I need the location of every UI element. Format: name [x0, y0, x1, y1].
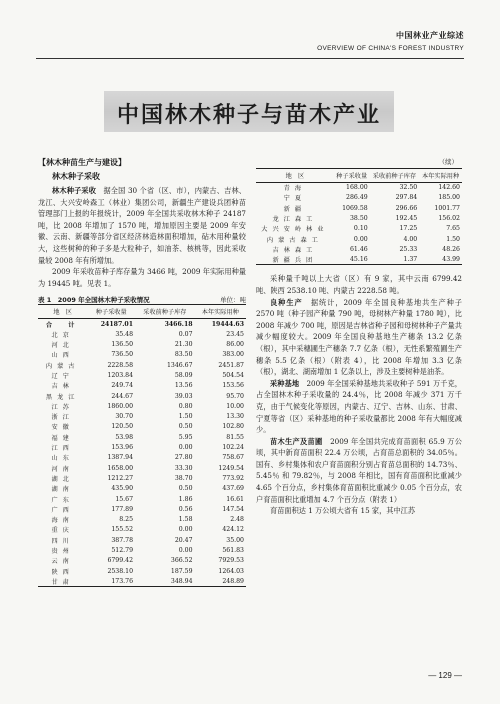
table-cell-region: 吉林森工 — [272, 246, 318, 254]
table-cell-value: 20.47 — [174, 536, 193, 544]
table-cell-value: 32.50 — [399, 184, 418, 192]
header-column-cn: 中国林业产业综述 — [396, 31, 464, 40]
table-cell-value: 5.95 — [178, 433, 193, 441]
table-cell-region: 贵州 — [51, 548, 74, 556]
table-cell-value: 6799.42 — [107, 557, 134, 565]
table-row — [256, 213, 462, 223]
table-cell-value: 1069.58 — [342, 204, 368, 212]
table-cell-region: 北京 — [51, 331, 74, 339]
table-row — [38, 556, 246, 566]
subhead-seed-collection: 林木种子采收 — [52, 172, 100, 181]
table-cell-region: 山西 — [51, 352, 74, 360]
table-cell-region: 黑龙江 — [45, 393, 80, 401]
table-cell-value: 156.02 — [438, 215, 460, 223]
table-row — [38, 453, 246, 463]
table-cell-value: 3466.18 — [164, 320, 193, 328]
table-cell-value: 177.89 — [111, 505, 134, 513]
table-row — [38, 576, 246, 586]
table-cell-region: 湖北 — [51, 475, 74, 483]
table-cell-region: 合 计 — [45, 321, 80, 329]
seed-table-1-continued — [256, 168, 462, 265]
table-cell-value: 0.00 — [353, 235, 368, 243]
col-region: 地 区 — [38, 305, 87, 319]
table-cell-value: 15.67 — [115, 495, 134, 503]
table-row — [38, 545, 246, 555]
table-cell-value: 758.67 — [222, 454, 244, 462]
table-cell-value: 86.00 — [226, 341, 244, 349]
table-cell-region: 江苏 — [51, 403, 74, 411]
table-cell-value: 244.67 — [111, 392, 134, 400]
table-cell-value: 1249.54 — [218, 464, 244, 472]
table-cell-value: 35.00 — [226, 536, 244, 544]
table-cell-value: 1.58 — [178, 516, 193, 524]
table-cell-value: 10.00 — [226, 402, 244, 410]
table-cell-value: 102.24 — [222, 444, 244, 452]
paragraph-inventory: 2009 年采收苗种子库存量为 3466 吨，2009 年实际用种量为 19445 吨。见表 1。 — [38, 267, 246, 288]
table-row — [38, 401, 246, 411]
table-cell-value: 0.07 — [178, 330, 193, 338]
col-inventory: 采收前种子库存 — [135, 305, 195, 319]
table-cell-value: 1212.27 — [107, 474, 134, 482]
paragraph-text: 据统计，2009 年全国良种基地共生产种子 2570 吨（种子园产种量 790 吨，母树林产种量 1780 吨），比 2008 年减少 700 吨，原因是吉林省种子园和母树林种子产量共减少幅度较大。2009 年全国良种基地生产穗条 13.2 亿条（根），其中采穗圃生产穗条 7.7 亿条（根），无性系繁殖圃生产穗条 5.5 亿条（根）（附表 4），比 2008 年增加 3.3 亿条（根），湖北、湖南增加 1 亿条以上，涉及主要树种是油茶。 — [256, 297, 462, 377]
table-row — [38, 350, 246, 360]
table-cell-value: 38.50 — [349, 215, 368, 223]
table-row — [38, 504, 246, 514]
header-column-en: OVERVIEW OF CHINA'S FOREST INDUSTRY — [317, 45, 464, 52]
table-cell-value: 0.50 — [178, 485, 193, 493]
table-cell-region: 广西 — [51, 506, 74, 514]
table-cell-value: 147.54 — [222, 505, 244, 513]
table-cell-value: 1387.94 — [107, 454, 134, 462]
table-row — [256, 183, 462, 193]
table-cell-value: 249.74 — [111, 382, 134, 390]
table-cell-region: 辽宁 — [51, 372, 74, 380]
table-row — [38, 412, 246, 422]
paragraph-improved-seed — [256, 297, 462, 378]
table-cell-value: 248.89 — [195, 576, 246, 586]
table-row — [38, 339, 246, 349]
table-cell-value: 0.50 — [178, 423, 193, 431]
table-row — [38, 319, 246, 329]
table-cell-value: 736.50 — [111, 351, 134, 359]
table-cell-value: 7929.53 — [218, 557, 244, 565]
paragraph-lead: 良种生产 — [270, 297, 303, 307]
table-cell-value: 0.80 — [178, 402, 193, 410]
table-cell-value: 437.69 — [222, 485, 244, 493]
table-cell-region: 陕西 — [51, 568, 74, 576]
table-header-row — [38, 305, 246, 319]
table-cell-region: 湖南 — [51, 486, 74, 494]
table-cell-value: 13.30 — [226, 413, 244, 421]
table-row — [256, 255, 462, 265]
table-row — [38, 370, 246, 380]
table-cell-value: 1658.00 — [107, 464, 134, 472]
table-cell-region: 吉林 — [51, 383, 74, 391]
section-tag: 【林木种苗生产与建设】 — [38, 158, 126, 167]
table-cell-value: 33.30 — [174, 464, 193, 472]
table-cell-value: 561.83 — [222, 547, 244, 555]
table-cell-value: 61.46 — [349, 245, 368, 253]
table-cell-value: 35.48 — [115, 330, 134, 338]
col-used: 本年实际用种 — [195, 305, 246, 319]
table-row — [256, 193, 462, 203]
table-cell-value: 83.50 — [174, 351, 193, 359]
table-cell-value: 120.50 — [111, 423, 134, 431]
table-cell-value: 81.55 — [226, 433, 244, 441]
table-cell-value: 387.78 — [111, 536, 134, 544]
paragraph-major-provinces: 采种量千吨以上大省（区）有 9 家，其中云南 6799.42 吨、陕西 2538.10 吨、内蒙古 2228.58 吨。 — [256, 274, 462, 295]
table-cell-value: 0.00 — [178, 526, 193, 534]
page-number: — 129 — — [428, 671, 462, 680]
paragraph-text: 2009 年全国共完成育苗面积 65.9 万公顷，其中新育苗面积 22.4 万公顷，占育苗总面积的 34.05％。国有、乡村集体和农户育苗面积分别占育苗总面积的 14.73％、5.45％ 和 79.82％，与 2008 年相比，国有育苗面积比重减少 4.65 个百分点，乡村集体育苗面积比重减少 0.05 个百分点，农户育苗面积比重增加 4.7 个百分点（附表 1） — [256, 436, 462, 504]
table-cell-value: 16.61 — [226, 495, 244, 503]
table-cell-value: 153.56 — [222, 382, 244, 390]
table-row — [38, 329, 246, 339]
table-cell-value: 0.00 — [178, 547, 193, 555]
table-cell-value: 17.25 — [399, 225, 418, 233]
table-cell-value: 45.16 — [334, 255, 370, 265]
table-row — [38, 442, 246, 452]
table-cell-value: 192.45 — [395, 215, 418, 223]
table-cell-value: 1001.77 — [434, 204, 460, 212]
col-inventory: 采收前种子库存 — [370, 169, 420, 183]
col-collected: 种子采收量 — [334, 169, 370, 183]
table-continued-label: （续） — [438, 158, 458, 166]
table-cell-region: 浙江 — [51, 414, 74, 422]
table-cell-value: 13.56 — [174, 382, 193, 390]
table-row — [38, 432, 246, 442]
article-title: 中国林木种子与苗木产业 — [116, 103, 381, 128]
left-column — [38, 157, 246, 587]
table-row — [38, 566, 246, 576]
table-caption — [38, 295, 246, 304]
table-cell-value: 1.37 — [370, 255, 420, 265]
table-cell-value: 168.00 — [346, 184, 368, 192]
table-cell-value: 2228.58 — [107, 361, 134, 369]
table-cell-value: 2538.10 — [107, 567, 134, 575]
header-rule — [36, 58, 464, 59]
table-cell-value: 102.80 — [222, 423, 244, 431]
paragraph-lead: 林木种子采收 — [52, 186, 97, 195]
paragraph-nursery-area: 育苗面积达 1 万公顷大省有 15 家，其中江苏 — [270, 506, 416, 516]
table-row — [38, 494, 246, 504]
table-cell-value: 136.50 — [111, 341, 134, 349]
table-row — [38, 525, 246, 535]
table-cell-value: 58.09 — [174, 371, 193, 379]
table-cell-value: 19444.63 — [211, 320, 244, 328]
table-cell-value: 43.99 — [419, 255, 462, 265]
table-cell-region: 福建 — [51, 434, 74, 442]
table-row — [38, 391, 246, 401]
col-region: 地 区 — [256, 169, 334, 183]
table-cell-value: 424.12 — [222, 526, 244, 534]
table-cell-value: 297.84 — [395, 194, 418, 202]
paragraph-nursery — [256, 436, 462, 506]
table-row — [38, 535, 246, 545]
table-row — [38, 473, 246, 483]
table-cell-value: 366.52 — [170, 557, 193, 565]
table-cell-value: 0.00 — [178, 444, 193, 452]
table-cell-region: 海南 — [51, 517, 74, 525]
table-cell-value: 25.33 — [399, 245, 418, 253]
table-title: 表 1 2009 年全国林木种子采收情况 — [38, 296, 150, 305]
table-cell-value: 2451.87 — [218, 361, 244, 369]
table-cell-region: 云南 — [51, 558, 74, 566]
table-cell-value: 4.00 — [403, 235, 418, 243]
paragraph-lead: 采种基地 — [270, 378, 300, 388]
paragraph-seed-collection — [38, 185, 246, 266]
table-cell-value: 348.94 — [135, 576, 195, 586]
table-cell-region: 四川 — [51, 537, 74, 545]
table-cell-value: 1203.84 — [107, 371, 134, 379]
table-cell-value: 8.25 — [119, 516, 134, 524]
table-cell-value: 435.90 — [111, 485, 134, 493]
table-row — [38, 360, 246, 370]
table-cell-value: 286.49 — [346, 194, 368, 202]
table-cell-region: 新疆 — [283, 205, 307, 213]
table-cell-region: 河北 — [51, 342, 74, 350]
table-cell-value: 1.86 — [178, 495, 193, 503]
table-cell-value: 53.98 — [115, 433, 134, 441]
table-row — [256, 244, 462, 254]
table-cell-region: 江西 — [51, 445, 74, 453]
table-cell-value: 1860.00 — [107, 402, 134, 410]
table-cell-value: 0.10 — [353, 225, 368, 233]
table-cell-region: 广东 — [51, 496, 74, 504]
table-row — [38, 514, 246, 524]
table-cell-value: 1346.67 — [166, 361, 193, 369]
right-column — [256, 157, 462, 517]
table-cell-region: 重庆 — [51, 527, 74, 535]
table-header-row — [256, 169, 462, 183]
table-cell-value: 296.66 — [395, 204, 418, 212]
seed-table-1 — [38, 304, 246, 587]
table-cell-value: 1.50 — [178, 413, 193, 421]
table-cell-region: 新疆兵团 — [256, 255, 334, 265]
table-cell-value: 185.00 — [438, 194, 460, 202]
table-row — [38, 484, 246, 494]
table-row — [256, 224, 462, 234]
table-cell-region: 内蒙古森工 — [266, 236, 323, 244]
running-header — [317, 30, 464, 52]
paragraph-lead: 苗木生产及苗圃 — [270, 436, 323, 446]
col-used: 本年实际用种 — [419, 169, 462, 183]
table-unit: 单位：吨 — [220, 296, 246, 305]
table-row — [38, 381, 246, 391]
title-band — [104, 91, 394, 132]
table-cell-region: 宁夏 — [283, 195, 307, 203]
table-row — [38, 463, 246, 473]
table-cell-region: 安徽 — [51, 424, 74, 432]
table-cell-value: 39.03 — [174, 392, 193, 400]
table-cell-region: 山东 — [51, 455, 74, 463]
table-cell-value: 504.54 — [222, 371, 244, 379]
paragraph-text: 2009 年全国采种基地共采收种子 591 万千克，占全国林木种子采收量的 24.4％，比 2008 年减少 371 万千克，由于气候变化等原因，内蒙古、辽宁、吉林、山东、甘肃、宁夏等省（区）采种基地的种子采收量都比 2008 年有大幅度减少。 — [256, 378, 462, 435]
table-cell-region: 内蒙古 — [45, 362, 80, 370]
table-cell-value: 155.52 — [111, 526, 134, 534]
table-row — [38, 422, 246, 432]
table-cell-value: 1.50 — [446, 235, 460, 243]
table-cell-value: 153.96 — [111, 444, 134, 452]
table-cell-value: 23.45 — [226, 330, 244, 338]
table-cell-value: 27.80 — [174, 454, 193, 462]
table-cell-value: 142.60 — [438, 184, 460, 192]
paragraph-seed-base — [256, 378, 462, 436]
table-cell-region: 大兴安岭林业 — [261, 226, 329, 234]
table-cell-region: 龙江森工 — [272, 216, 318, 224]
table-cell-value: 187.59 — [170, 567, 193, 575]
table-cell-value: 38.70 — [174, 474, 193, 482]
table-cell-value: 773.92 — [222, 474, 244, 482]
table-cell-value: 95.70 — [226, 392, 244, 400]
table-cell-region: 甘肃 — [38, 576, 87, 586]
table-cell-value: 2.48 — [230, 516, 244, 524]
table-cell-region: 青海 — [283, 185, 307, 193]
table-row — [256, 234, 462, 244]
table-cell-value: 48.26 — [442, 245, 460, 253]
table-cell-value: 173.76 — [87, 576, 135, 586]
table-cell-region: 河南 — [51, 465, 74, 473]
col-collected: 种子采收量 — [87, 305, 135, 319]
table-cell-value: 24187.01 — [100, 320, 134, 328]
table-cell-value: 30.70 — [115, 413, 134, 421]
paragraph-text: 据全国 30 个省（区、市），内蒙古、吉林、龙江、大兴安岭森工（林业）集团公司，新疆生产建设兵团种苗管理部门上报的年报统计，2009 年全国共采收林木种子 24187 吨，比 2008 年增加了 1570 吨，增加原因主要是 2009 年安徽、云南、新疆等部分省区经济林造林面积增加，砧木用种量较大，这些树种的种子多是大粒种子，如油茶、核桃等，因此采收量较 2008 年有所增加。 — [38, 186, 246, 265]
table-cell-value: 512.79 — [111, 547, 134, 555]
table-cell-value: 1264.03 — [218, 567, 244, 575]
table-cell-value: 383.00 — [222, 351, 244, 359]
table-row — [256, 203, 462, 213]
table-cell-value: 0.56 — [178, 505, 193, 513]
table-cell-value: 21.30 — [174, 341, 193, 349]
table-cell-value: 7.65 — [446, 225, 460, 233]
